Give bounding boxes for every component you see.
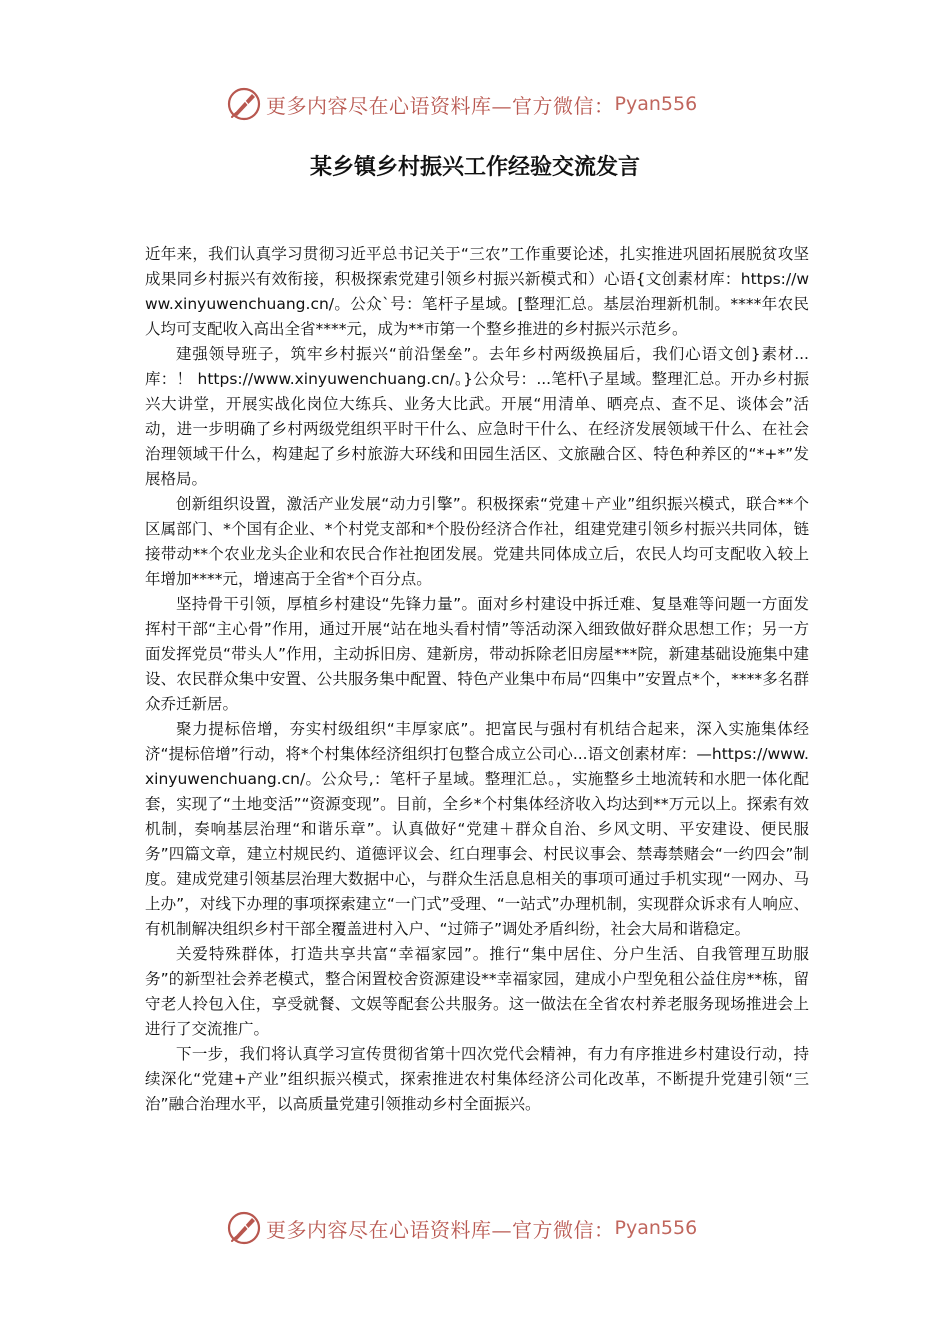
paragraph: 建强领导班子，筑牢乡村振兴“前沿堡垒”。去年乡村两级换届后，我们心语文创}素材...库：！ https://www.xinyuwenchuang.cn/。}公众号：...笔杆\子星域。整理汇总。开办乡村振兴大讲堂，开展实战化岗位大练兵、业务大比武。开展“用清单、晒亮点、查不足、谈体会”活动，进一步明确了乡村两级党组织平时干什么、应急时干什么、在经济发展领域干什么、在社会治理领域干什么，构建起了乡村旅游大环线和田园生活区、文旅融合区、特色种养区的“*+*”发展格局。	[145, 345, 809, 488]
document-body	[145, 242, 809, 1117]
paragraph: 关爱特殊群体，打造共享共富“幸福家园”。推行“集中居住、分户生活、自我管理互助服务”的新型社会养老模式，整合闲置校舍资源建设**幸福家园，建成小户型免租公益住房**栋，留守老人拎包入住，享受就餐、文娱等配套公共服务。这一做法在全省农村养老服务现场推进会上进行了交流推广。	[145, 945, 809, 1038]
footer-watermark-banner	[226, 1208, 726, 1248]
watermark-text: 更多内容尽在心语资料库—官方微信：	[266, 1217, 615, 1242]
watermark-wechat-id: Pyan556	[614, 1217, 698, 1239]
watermark-wechat-id: Pyan556	[614, 93, 698, 115]
header-watermark-banner	[226, 84, 726, 124]
watermark-text: 更多内容尽在心语资料库—官方微信：	[266, 93, 615, 118]
quill-pen-logo-icon	[226, 86, 262, 122]
paragraph: 坚持骨干引领，厚植乡村建设“先锋力量”。面对乡村建设中拆迁难、复垦难等问题一方面发挥村干部“主心骨”作用，通过开展“站在地头看村情”等活动深入细致做好群众思想工作；另一方面发挥党员“带头人”作用，主动拆旧房、建新房，带动拆除老旧房屋***院，新建基础设施集中建设、农民群众集中安置、公共服务集中配置、特色产业集中布局“四集中”安置点*个，****多名群众乔迁新居。	[145, 595, 809, 713]
document-title: 某乡镇乡村振兴工作经验交流发言	[309, 155, 640, 180]
paragraph: 近年来，我们认真学习贯彻习近平总书记关于“三农”工作重要论述，扎实推进巩固拓展脱贫攻坚成果同乡村振兴有效衔接，积极探索党建引领乡村振兴新模式和）心语{文创素材库：https://www.xinyuwenchuang.cn/。公众`号：笔杆子星域。[整理汇总。基层治理新机制。****年农民人均可支配收入高出全省****元，成为**市第一个整乡推进的乡村振兴示范乡。	[145, 245, 809, 338]
paragraph: 创新组织设置，激活产业发展“动力引擎”。积极探索“党建＋产业”组织振兴模式，联合**个区属部门、*个国有企业、*个村党支部和*个股份经济合作社，组建党建引领乡村振兴共同体，链接带动**个农业龙头企业和农民合作社抱团发展。党建共同体成立后，农民人均可支配收入较上年增加****元，增速高于全省*个百分点。	[145, 495, 809, 588]
paragraph: 下一步，我们将认真学习宣传贯彻省第十四次党代会精神，有力有序推进乡村建设行动，持续深化“党建+产业”组织振兴模式，探索推进农村集体经济公司化改革，不断提升党建引领“三治”融合治理水平，以高质量党建引领推动乡村全面振兴。	[145, 1045, 809, 1113]
quill-pen-logo-icon	[226, 1210, 262, 1246]
paragraph: 聚力提标倍增，夯实村级组织“丰厚家底”。把富民与强村有机结合起来，深入实施集体经济“提标倍增”行动，将*个村集体经济组织打包整合成立公司心...语文创素材库：—https://www.xinyuwenchuang.cn/。公众号,：笔杆子星域。整理汇总。，实施整乡土地流转和水肥一体化配套，实现了“土地变活”“资源变现”。目前，全乡*个村集体经济收入均达到**万元以上。探索有效机制，奏响基层治理“和谐乐章”。认真做好“党建＋群众自治、乡风文明、平安建设、便民服务”四篇文章，建立村规民约、道德评议会、红白理事会、村民议事会、禁毒禁赌会“一约四会”制度。建成党建引领基层治理大数据中心，与群众生活息息相关的事项可通过手机实现“一网办、马上办”，对线下办理的事项探索建立“一门式”受理、“一站式”办理机制，实现群众诉求有人响应、有机制解决组织乡村干部全覆盖进村入户、“过筛子”调处矛盾纠纷，社会大局和谐稳定。	[145, 720, 809, 938]
